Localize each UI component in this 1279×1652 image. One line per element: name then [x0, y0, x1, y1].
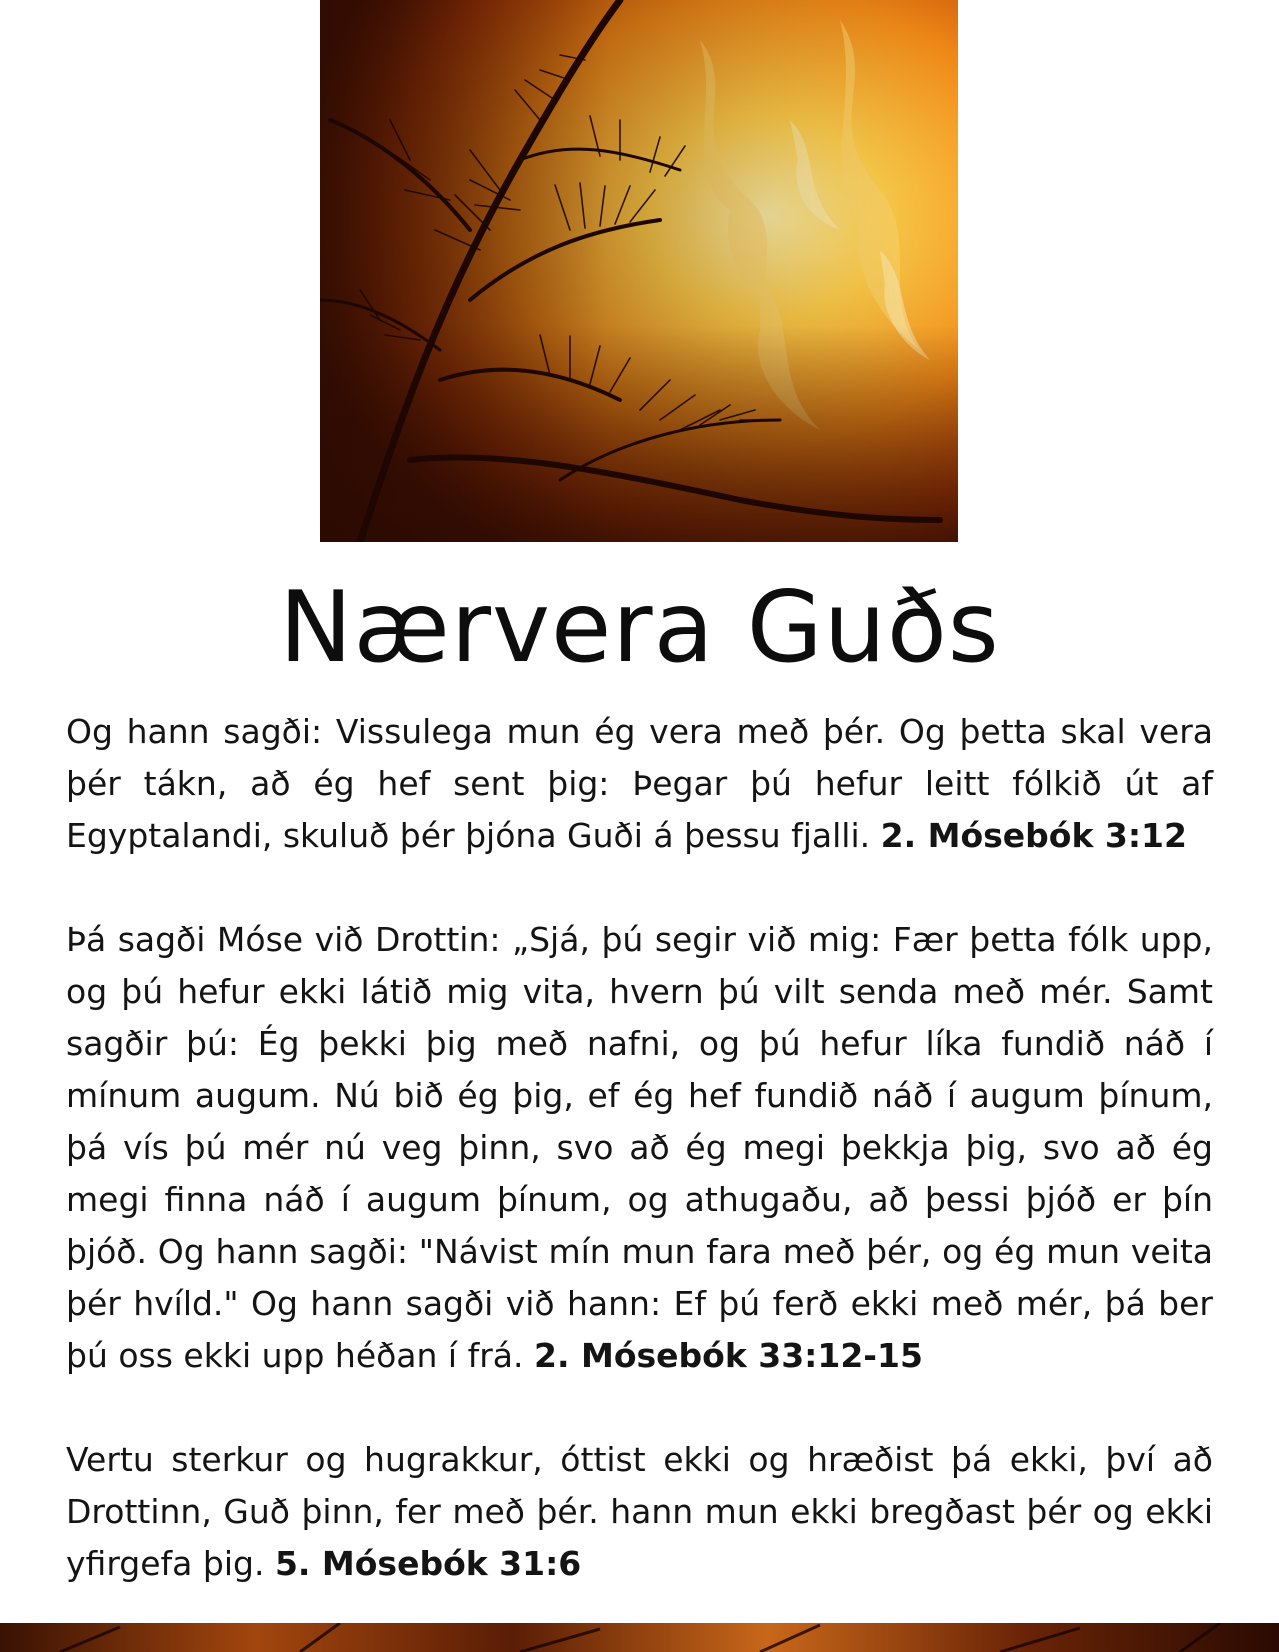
scripture-passages	[66, 706, 1213, 1642]
passage-text: Og hann sagði: Vissulega mun ég vera með þér. Og þetta skal vera þér tákn, að ég hef sent þig: Þegar þú hefur leitt fólkið út af Egyptalandi, skuluð þér þjóna Guði á þessu fjalli.	[66, 712, 1213, 855]
passage-reference: 2. Mósebók 3:12	[880, 816, 1187, 855]
passage-reference: 5. Mósebók 31:6	[274, 1544, 582, 1583]
page-title: Nærvera Guðs	[279, 571, 1000, 685]
passage-1	[66, 706, 1213, 862]
passage-text: Þá sagði Móse við Drottin: „Sjá, þú segir við mig: Fær þetta fólk upp, og þú hefur ekki látið mig vita, hvern þú vilt senda með mér. Samt sagðir þú: Ég þekki þig með nafni, og þú hefur líka fundið náð í mínum augum. Nú bið ég þig, ef ég hef fundið náð í augum þínum, þá vís þú mér nú veg þinn, svo að ég megi þekkja þig, svo að ég megi finna náð í augum þínum, og athugaðu, að þessi þjóð er þín þjóð. Og hann sagði: "Návist mín mun fara með þér, og ég mun veita þér hvíld." Og hann sagði við hann: Ef þú ferð ekki með mér, þá ber þú oss ekki upp héðan í frá.	[66, 920, 1213, 1375]
passage-3	[66, 1434, 1213, 1590]
passage-text: Vertu sterkur og hugrakkur, óttist ekki og hræðist þá ekki, því að Drottinn, Guð þinn, fer með þér. hann mun ekki bregðast þér og ekki yfirgefa þig.	[66, 1440, 1213, 1583]
burning-bush-image	[320, 0, 958, 542]
passage-2	[66, 914, 1213, 1382]
fire-footer-image	[0, 1623, 1279, 1652]
passage-reference: 2. Mósebók 33:12-15	[534, 1336, 923, 1375]
